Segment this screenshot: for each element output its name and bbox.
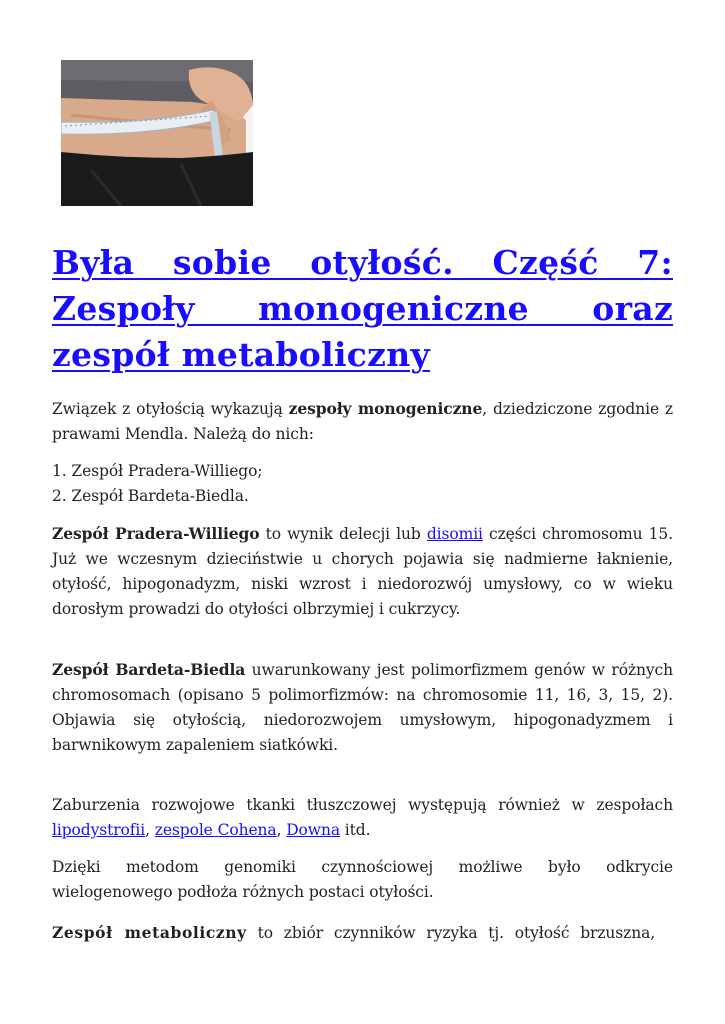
paragraph-bardet-biedl [52, 657, 673, 758]
syndrome-list [52, 459, 673, 509]
paragraph-prader-willi [52, 521, 673, 622]
lipodystrofii-link[interactable]: lipodystrofii [52, 821, 146, 839]
intro-text: Związek z otyłością wykazują [52, 400, 289, 418]
downa-link[interactable]: Downa [286, 821, 340, 839]
pw-text: to wynik delecji lub [259, 525, 427, 543]
metabolic-bold: Zespół metaboliczny [52, 923, 247, 942]
lipo-text-end: itd. [339, 821, 371, 839]
paragraph-genomics: Dzięki metodom genomiki czynnościowej możliwe było odkrycie wielogenowego podłoża różnych postaci otyłości. [52, 858, 673, 901]
paragraph-lipodystrophy [52, 793, 673, 843]
hero-image [61, 60, 253, 206]
pw-text-end: części chromosomu 15. Już we wczesnym dzieciństwie u chorych pojawia się nadmierne łaknienie, otyłość, hipogonadyzm, niski wzrost i niedorozwój umysłowy, co w wieku dorosłym prowadzi do otyłości olbrzymiej i cukrzycy. [52, 525, 674, 618]
bb-text: uwarunkowany jest polimorfizmem genów w różnych chromosomach (opisano 5 polimorfizmów: na chromosomie 11, 16, 3, 15, 2). Objawia się otyłością, niedorozwojem umysłowym, hipogonadyzmem i barwnikowym zapaleniem siatkówki. [52, 661, 673, 754]
page-title [52, 240, 673, 378]
intro-bold: zespoły monogeniczne [288, 399, 483, 418]
pw-bold: Zespół Pradera-Williego [52, 524, 260, 543]
disomii-link[interactable]: disomii [426, 525, 483, 543]
intro-text-end: , dziedziczone zgodnie z prawami Mendla. Należą do nich: [52, 400, 673, 443]
separator: , [145, 821, 155, 839]
article-body [52, 396, 673, 946]
paragraph-metabolic [52, 920, 673, 946]
paragraph-intro [52, 396, 673, 447]
title-link[interactable]: Była sobie otyłość. Część 7: Zespoły monogeniczne oraz zespół metaboliczny [52, 243, 673, 374]
list-item: 1. Zespół Pradera-Williego; [52, 462, 263, 480]
zespole-cohena-link[interactable]: zespole Cohena [154, 821, 277, 839]
metabolic-text: to zbiór czynników ryzyka tj. otyłość brzuszna, [246, 924, 656, 942]
bb-bold: Zespół Bardeta-Biedla [52, 660, 246, 679]
list-item: 2. Zespół Bardeta-Biedla. [52, 487, 249, 505]
lipo-text: Zaburzenia rozwojowe tkanki tłuszczowej występują również w zespołach [52, 796, 673, 814]
separator: , [276, 821, 287, 839]
